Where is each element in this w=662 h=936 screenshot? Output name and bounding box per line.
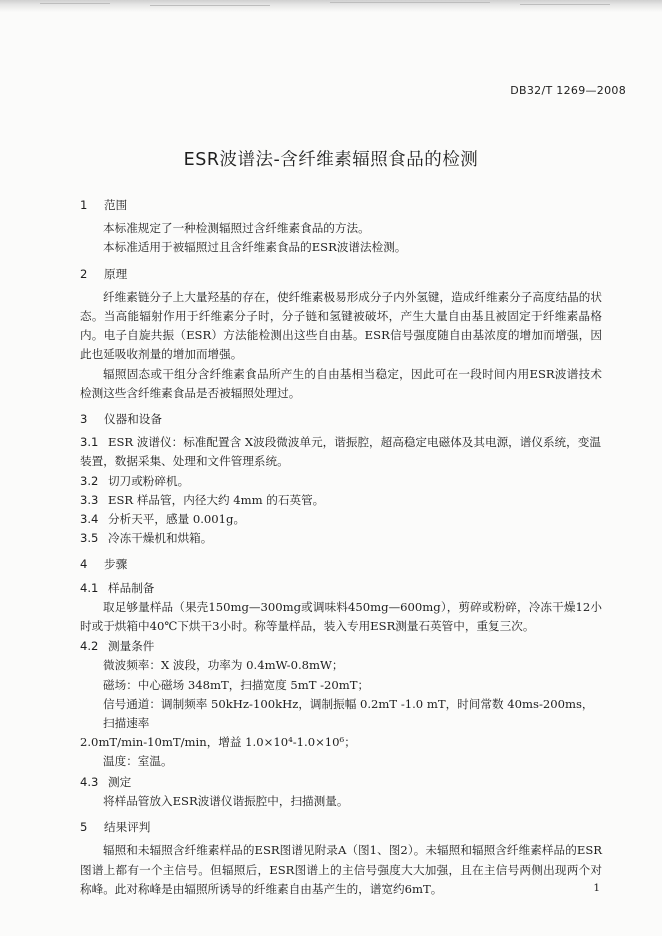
paragraph: 将样品管放入ESR波谱仪谐振腔中，扫描测量。 <box>103 793 349 808</box>
paragraph: 辐照和未辐照含纤维素样品的ESR图谱见附录A（图1、图2）。未辐照和辐照含纤维素样品的ESR图谱上都有一个主信号。但辐照后，ESR图谱上的主信号强度大大加强，且在主信号两侧出现两个对称峰。此对称峰是由辐照所诱导的纤维素自由基产生的，谱宽约6mT。 <box>80 843 602 896</box>
scan-artifact <box>520 4 610 5</box>
scan-artifact <box>150 5 270 6</box>
item-text: 切刀或粉碎机。 <box>108 473 190 488</box>
section-title: 范围 <box>104 198 128 212</box>
section-number: 3 <box>80 412 88 427</box>
section-number: 1 <box>80 198 88 212</box>
standard-code: DB32/T 1269—2008 <box>510 84 626 97</box>
item-number: 3.3 <box>80 492 99 507</box>
section-title: 步骤 <box>104 557 128 572</box>
item-text: ESR 样品管，内径大约 4mm 的石英管。 <box>108 492 325 507</box>
section-heading-equipment <box>80 410 602 429</box>
list-item <box>80 510 602 529</box>
scan-artifact <box>330 2 490 3</box>
section-title: 仪器和设备 <box>104 412 162 427</box>
subsection-heading-determination <box>80 773 602 792</box>
condition-signal-channel: 信号通道：调制频率 50kHz-100kHz，调制振幅 0.2mT -1.0 mT，时间常数 40ms-200ms，扫描速率 <box>103 696 594 731</box>
section-number: 4 <box>80 557 88 572</box>
section-heading-principle <box>80 265 602 284</box>
paragraph: 取足够量样品（果壳150mg—300mg或调味料450mg—600mg），剪碎或粉碎，冷冻干燥12小时或于烘箱中40℃下烘干3小时。称等量样品，装入专用ESR测量石英管中，重复三次。 <box>80 599 602 634</box>
document-body <box>80 196 602 899</box>
section-heading-procedure <box>80 555 602 574</box>
paragraph: 本标准规定了一种检测辐照过含纤维素食品的方法。 <box>103 221 370 236</box>
paragraph: 辐照固态或干组分含纤维素食品所产生的自由基相当稳定，因此可在一段时间内用ESR波谱技术检测这些含纤维素食品是否被辐照处理过。 <box>80 366 602 400</box>
list-item <box>80 433 602 471</box>
subsection-heading-measure-conditions <box>80 637 602 656</box>
subsection-title: 测量条件 <box>108 639 155 654</box>
paragraph: 本标准适用于被辐照过且含纤维素食品的ESR波谱法检测。 <box>103 240 407 255</box>
page-number: 1 <box>593 882 600 894</box>
subsection-heading-sample-prep <box>80 579 602 598</box>
section-heading-scope <box>80 196 602 215</box>
item-number: 3.2 <box>80 473 99 488</box>
list-item <box>80 529 602 548</box>
list-item <box>80 491 602 510</box>
condition-signal-channel-continued: 2.0mT/min-10mT/min，增益 1.0×10⁴-1.0×10⁶； <box>80 735 356 750</box>
scan-artifact <box>40 3 110 4</box>
subsection-title: 测定 <box>108 774 132 789</box>
subsection-number: 4.1 <box>80 580 99 595</box>
subsection-number: 4.2 <box>80 639 99 654</box>
document-title: ESR波谱法-含纤维素辐照食品的检测 <box>183 150 479 170</box>
item-text: ESR 波谱仪：标准配置含 X波段微波单元，谐振腔，超高稳定电磁体及其电源，谱仪系统，变温装置，数据采集、处理和文件管理系统。 <box>80 435 601 469</box>
list-item <box>80 472 602 491</box>
subsection-number: 4.3 <box>80 774 99 789</box>
condition-temperature: 温度：室温。 <box>103 754 173 769</box>
section-heading-results <box>80 818 602 837</box>
section-title: 结果评判 <box>104 820 151 835</box>
section-title: 原理 <box>104 266 128 281</box>
item-text: 分析天平，感量 0.001g。 <box>108 512 246 527</box>
condition-magnetic-field: 磁场：中心磁场 348mT，扫描宽度 5mT -20mT； <box>103 677 370 692</box>
item-number: 3.5 <box>80 531 99 546</box>
paragraph: 纤维素链分子上大量羟基的存在，使纤维素极易形成分子内外氢键，造成纤维素分子高度结晶的状态。当高能辐射作用于纤维素分子时，分子链和氢键被破坏，产生大量自由基且被固定于纤维素晶格内。电子自旋共振（ESR）方法能检测出这些自由基。ESR信号强度随自由基浓度的增加而增强，因此也延吸收剂量的增加而增强。 <box>80 289 602 362</box>
condition-microwave: 微波频率：X 波段，功率为 0.4mW-0.8mW； <box>103 658 344 673</box>
item-number: 3.1 <box>80 435 99 450</box>
subsection-title: 样品制备 <box>108 580 155 595</box>
section-number: 5 <box>80 820 88 835</box>
section-number: 2 <box>80 266 88 281</box>
item-text: 冷冻干燥机和烘箱。 <box>108 531 213 546</box>
item-number: 3.4 <box>80 512 99 527</box>
